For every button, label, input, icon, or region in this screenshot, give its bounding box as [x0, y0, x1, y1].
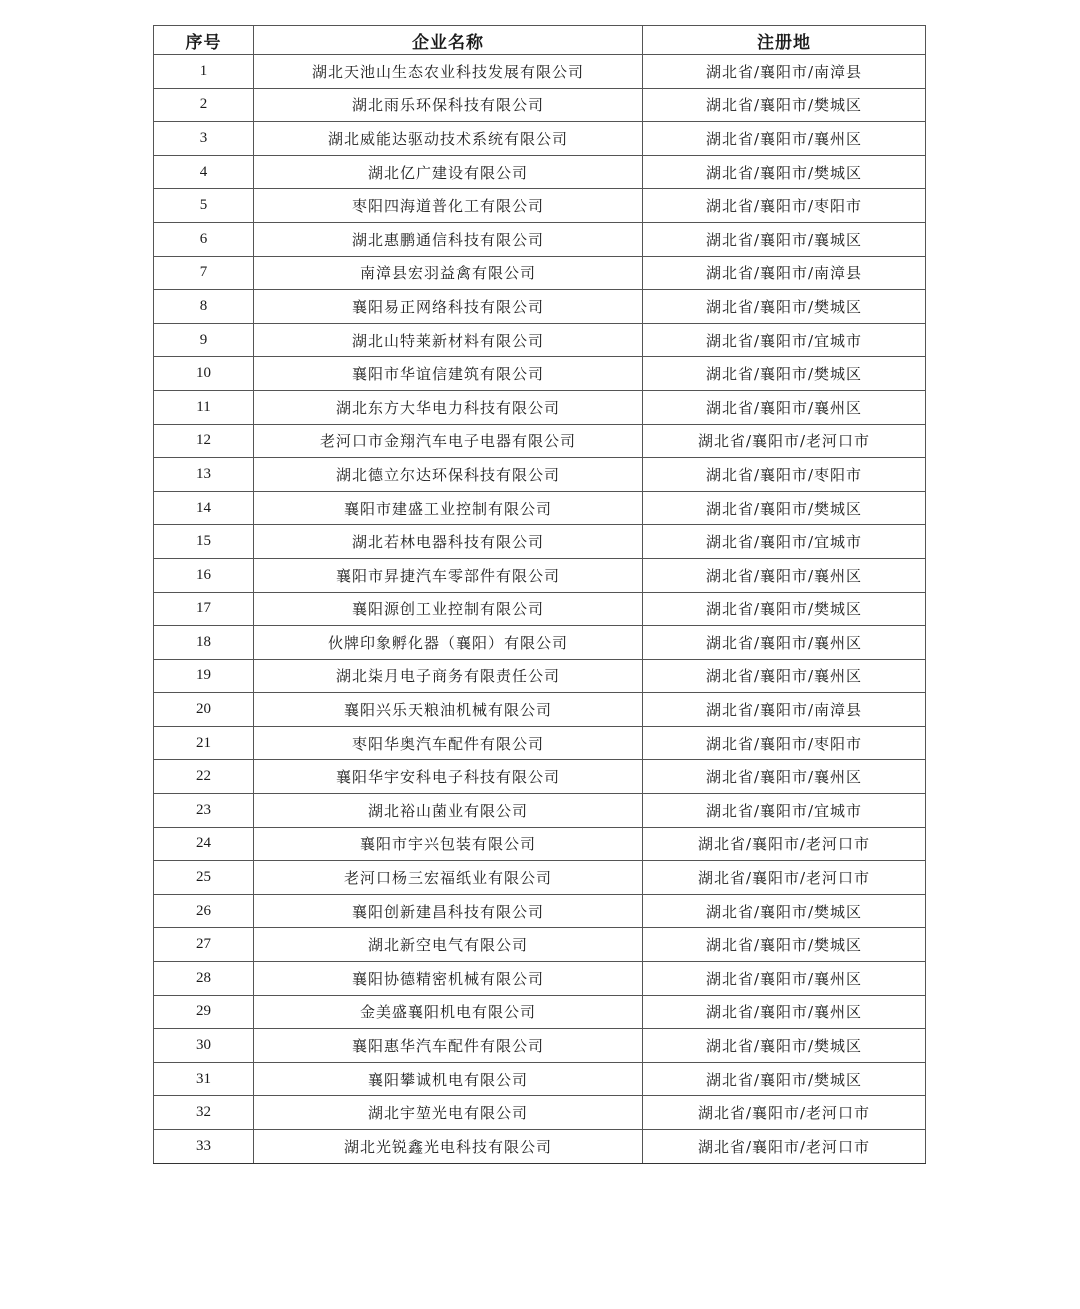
table-row: [154, 760, 926, 794]
registered-location-cell: 湖北省/襄阳市/枣阳市: [643, 726, 926, 760]
company-name-cell: 襄阳源创工业控制有限公司: [254, 592, 643, 626]
registered-location-cell: 湖北省/襄阳市/老河口市: [643, 1096, 926, 1130]
company-name-cell: 枣阳四海道普化工有限公司: [254, 189, 643, 223]
table-row: [154, 55, 926, 89]
row-index-cell: 15: [154, 525, 254, 559]
registered-location-cell: 湖北省/襄阳市/樊城区: [643, 928, 926, 962]
row-index-cell: 10: [154, 357, 254, 391]
registered-location-cell: 湖北省/襄阳市/襄州区: [643, 995, 926, 1029]
company-name-cell: 襄阳协德精密机械有限公司: [254, 962, 643, 996]
company-name-cell: 老河口杨三宏福纸业有限公司: [254, 861, 643, 895]
company-table-container: [153, 25, 925, 1164]
row-index-cell: 29: [154, 995, 254, 1029]
table-row: [154, 894, 926, 928]
row-index-cell: 4: [154, 155, 254, 189]
company-name-cell: 湖北天池山生态农业科技发展有限公司: [254, 55, 643, 89]
table-row: [154, 357, 926, 391]
registered-location-cell: 湖北省/襄阳市/樊城区: [643, 894, 926, 928]
row-index-cell: 13: [154, 458, 254, 492]
registered-location-cell: 湖北省/襄阳市/樊城区: [643, 290, 926, 324]
row-index-cell: 16: [154, 558, 254, 592]
row-index-cell: 23: [154, 794, 254, 828]
table-row: [154, 155, 926, 189]
table-row: [154, 592, 926, 626]
row-index-cell: 21: [154, 726, 254, 760]
company-name-cell: 襄阳市华谊信建筑有限公司: [254, 357, 643, 391]
registered-location-cell: 湖北省/襄阳市/襄州区: [643, 962, 926, 996]
table-body: [154, 55, 926, 1164]
table-row: [154, 626, 926, 660]
company-name-cell: 伙牌印象孵化器（襄阳）有限公司: [254, 626, 643, 660]
company-name-cell: 湖北光锐鑫光电科技有限公司: [254, 1130, 643, 1164]
registered-location-cell: 湖北省/襄阳市/老河口市: [643, 1130, 926, 1164]
row-index-cell: 30: [154, 1029, 254, 1063]
table-row: [154, 88, 926, 122]
registered-location-cell: 湖北省/襄阳市/樊城区: [643, 1062, 926, 1096]
table-row: [154, 726, 926, 760]
company-name-cell: 湖北宇堃光电有限公司: [254, 1096, 643, 1130]
registered-location-cell: 湖北省/襄阳市/襄州区: [643, 626, 926, 660]
registered-location-cell: 湖北省/襄阳市/樊城区: [643, 88, 926, 122]
table-row: [154, 525, 926, 559]
header-company-name: 企业名称: [254, 26, 643, 55]
table-row: [154, 558, 926, 592]
registered-location-cell: 湖北省/襄阳市/老河口市: [643, 861, 926, 895]
row-index-cell: 25: [154, 861, 254, 895]
row-index-cell: 22: [154, 760, 254, 794]
company-name-cell: 襄阳兴乐天粮油机械有限公司: [254, 693, 643, 727]
row-index-cell: 19: [154, 659, 254, 693]
registered-location-cell: 湖北省/襄阳市/枣阳市: [643, 458, 926, 492]
table-row: [154, 458, 926, 492]
registered-location-cell: 湖北省/襄阳市/襄州区: [643, 122, 926, 156]
row-index-cell: 24: [154, 827, 254, 861]
registered-location-cell: 湖北省/襄阳市/襄州区: [643, 558, 926, 592]
company-name-cell: 襄阳惠华汽车配件有限公司: [254, 1029, 643, 1063]
table-row: [154, 323, 926, 357]
table-row: [154, 928, 926, 962]
table-row: [154, 189, 926, 223]
table-header-row: [154, 26, 926, 55]
table-row: [154, 861, 926, 895]
row-index-cell: 18: [154, 626, 254, 660]
row-index-cell: 27: [154, 928, 254, 962]
company-name-cell: 金美盛襄阳机电有限公司: [254, 995, 643, 1029]
row-index-cell: 11: [154, 390, 254, 424]
company-name-cell: 襄阳创新建昌科技有限公司: [254, 894, 643, 928]
company-name-cell: 湖北东方大华电力科技有限公司: [254, 390, 643, 424]
row-index-cell: 3: [154, 122, 254, 156]
company-name-cell: 湖北德立尔达环保科技有限公司: [254, 458, 643, 492]
registered-location-cell: 湖北省/襄阳市/襄城区: [643, 222, 926, 256]
table-row: [154, 491, 926, 525]
company-name-cell: 湖北惠鹏通信科技有限公司: [254, 222, 643, 256]
company-name-cell: 湖北若林电器科技有限公司: [254, 525, 643, 559]
table-row: [154, 659, 926, 693]
company-name-cell: 湖北山特莱新材料有限公司: [254, 323, 643, 357]
registered-location-cell: 湖北省/襄阳市/老河口市: [643, 424, 926, 458]
registered-location-cell: 湖北省/襄阳市/南漳县: [643, 693, 926, 727]
row-index-cell: 26: [154, 894, 254, 928]
header-registered-location: 注册地: [643, 26, 926, 55]
company-name-cell: 襄阳攀诚机电有限公司: [254, 1062, 643, 1096]
company-table: [153, 25, 926, 1164]
company-name-cell: 老河口市金翔汽车电子电器有限公司: [254, 424, 643, 458]
table-row: [154, 693, 926, 727]
table-row: [154, 1096, 926, 1130]
company-name-cell: 襄阳市昇捷汽车零部件有限公司: [254, 558, 643, 592]
registered-location-cell: 湖北省/襄阳市/襄州区: [643, 760, 926, 794]
company-name-cell: 湖北威能达驱动技术系统有限公司: [254, 122, 643, 156]
row-index-cell: 9: [154, 323, 254, 357]
row-index-cell: 1: [154, 55, 254, 89]
table-row: [154, 256, 926, 290]
company-name-cell: 襄阳市建盛工业控制有限公司: [254, 491, 643, 525]
table-row: [154, 962, 926, 996]
row-index-cell: 20: [154, 693, 254, 727]
registered-location-cell: 湖北省/襄阳市/宜城市: [643, 323, 926, 357]
registered-location-cell: 湖北省/襄阳市/枣阳市: [643, 189, 926, 223]
company-name-cell: 湖北柒月电子商务有限责任公司: [254, 659, 643, 693]
table-row: [154, 424, 926, 458]
registered-location-cell: 湖北省/襄阳市/南漳县: [643, 256, 926, 290]
registered-location-cell: 湖北省/襄阳市/樊城区: [643, 491, 926, 525]
table-row: [154, 794, 926, 828]
row-index-cell: 32: [154, 1096, 254, 1130]
row-index-cell: 7: [154, 256, 254, 290]
row-index-cell: 12: [154, 424, 254, 458]
company-name-cell: 湖北亿广建设有限公司: [254, 155, 643, 189]
registered-location-cell: 湖北省/襄阳市/樊城区: [643, 1029, 926, 1063]
row-index-cell: 5: [154, 189, 254, 223]
registered-location-cell: 湖北省/襄阳市/宜城市: [643, 525, 926, 559]
registered-location-cell: 湖北省/襄阳市/樊城区: [643, 155, 926, 189]
header-index: 序号: [154, 26, 254, 55]
table-row: [154, 827, 926, 861]
registered-location-cell: 湖北省/襄阳市/樊城区: [643, 592, 926, 626]
company-name-cell: 南漳县宏羽益禽有限公司: [254, 256, 643, 290]
company-name-cell: 湖北新空电气有限公司: [254, 928, 643, 962]
company-name-cell: 枣阳华奥汽车配件有限公司: [254, 726, 643, 760]
company-name-cell: 襄阳市宇兴包装有限公司: [254, 827, 643, 861]
row-index-cell: 2: [154, 88, 254, 122]
table-row: [154, 290, 926, 324]
table-row: [154, 995, 926, 1029]
row-index-cell: 8: [154, 290, 254, 324]
registered-location-cell: 湖北省/襄阳市/襄州区: [643, 390, 926, 424]
row-index-cell: 6: [154, 222, 254, 256]
table-row: [154, 1062, 926, 1096]
table-row: [154, 122, 926, 156]
registered-location-cell: 湖北省/襄阳市/老河口市: [643, 827, 926, 861]
table-row: [154, 1029, 926, 1063]
company-name-cell: 襄阳易正网络科技有限公司: [254, 290, 643, 324]
row-index-cell: 17: [154, 592, 254, 626]
registered-location-cell: 湖北省/襄阳市/樊城区: [643, 357, 926, 391]
table-row: [154, 222, 926, 256]
registered-location-cell: 湖北省/襄阳市/南漳县: [643, 55, 926, 89]
company-name-cell: 湖北裕山菌业有限公司: [254, 794, 643, 828]
company-name-cell: 湖北雨乐环保科技有限公司: [254, 88, 643, 122]
table-row: [154, 1130, 926, 1164]
table-row: [154, 390, 926, 424]
registered-location-cell: 湖北省/襄阳市/宜城市: [643, 794, 926, 828]
row-index-cell: 31: [154, 1062, 254, 1096]
company-name-cell: 襄阳华宇安科电子科技有限公司: [254, 760, 643, 794]
row-index-cell: 28: [154, 962, 254, 996]
registered-location-cell: 湖北省/襄阳市/襄州区: [643, 659, 926, 693]
row-index-cell: 33: [154, 1130, 254, 1164]
row-index-cell: 14: [154, 491, 254, 525]
